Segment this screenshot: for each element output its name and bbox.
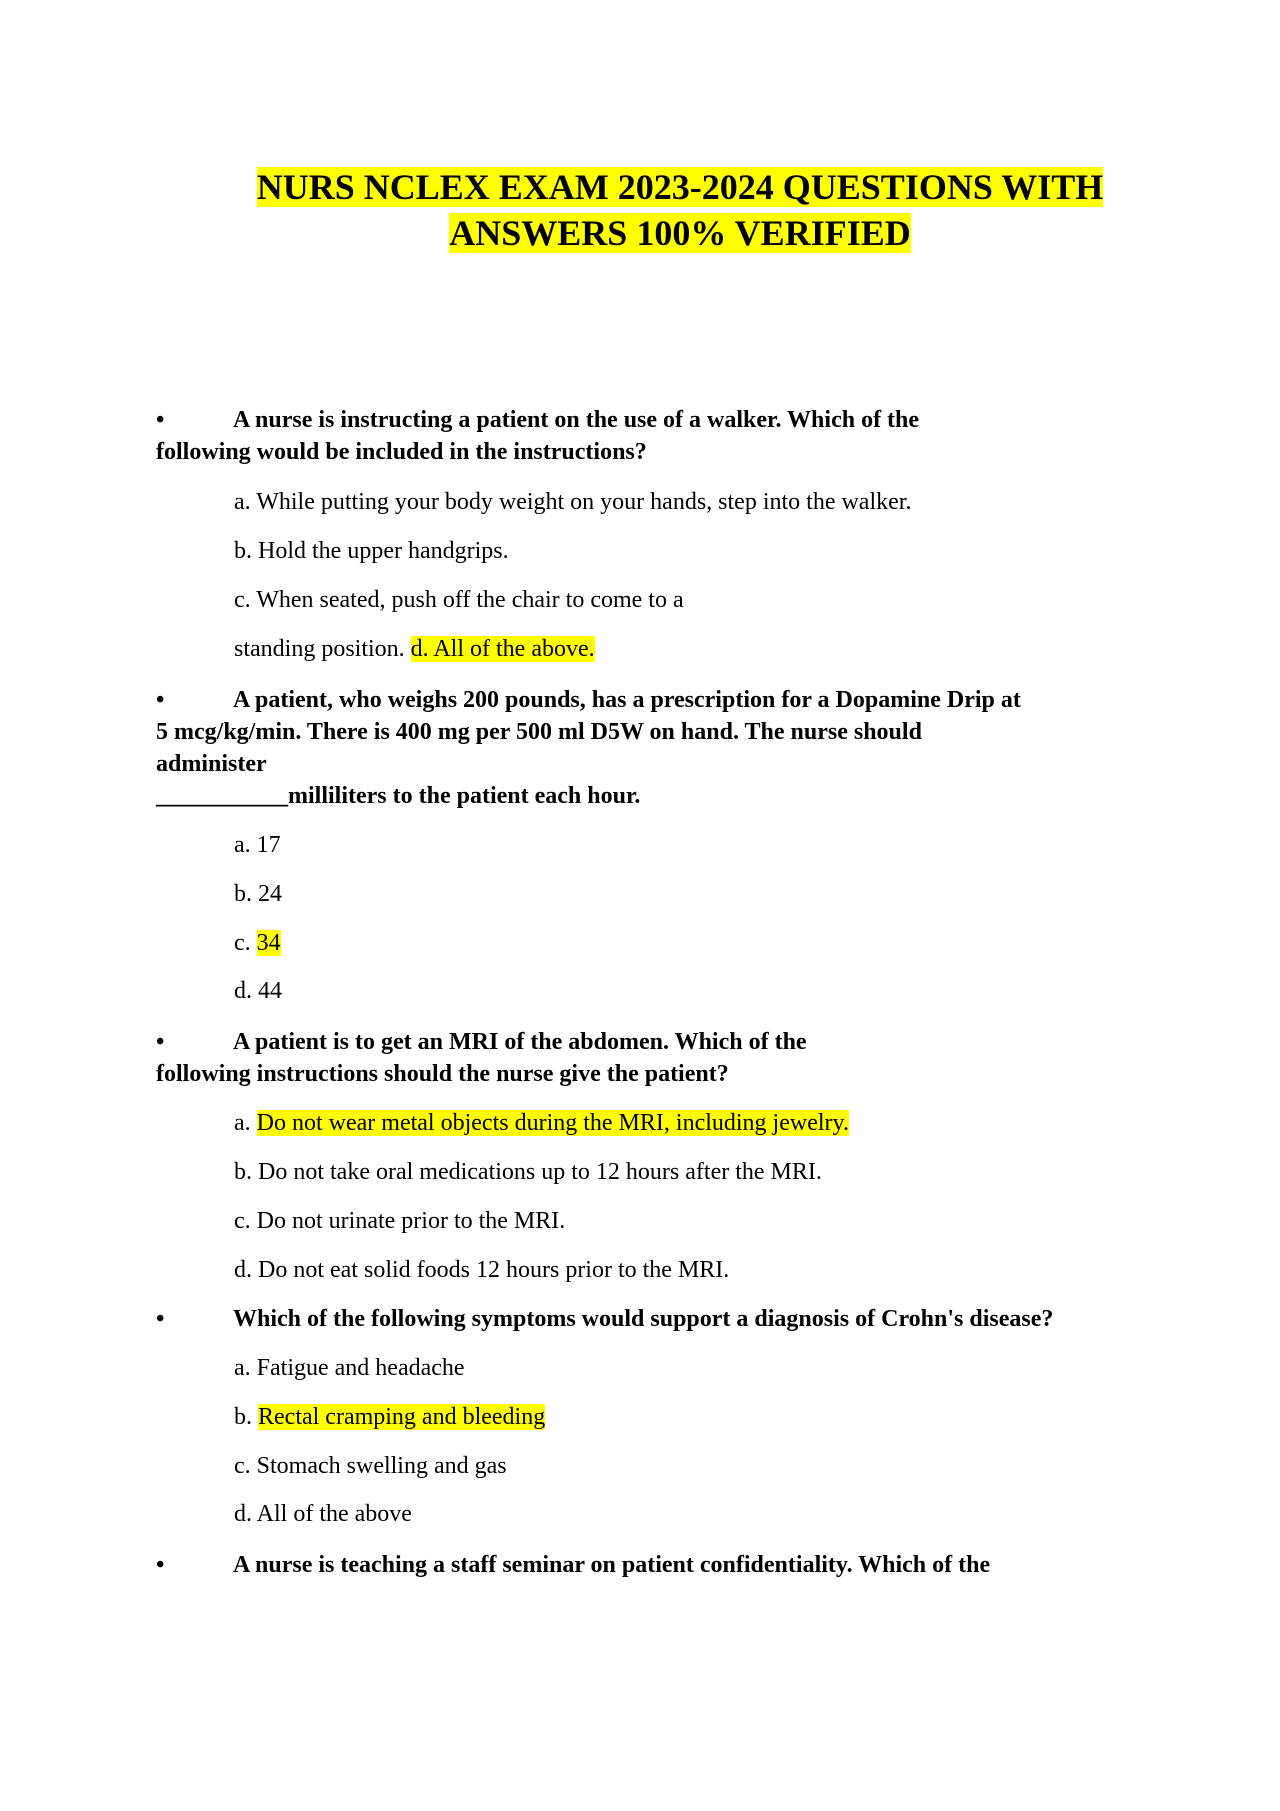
question-2-option-c [234, 928, 281, 958]
question-3-line-1: A patient is to get an MRI of the abdomen. Which of the [233, 1029, 807, 1055]
question-2-option-c-prefix: c. [234, 930, 257, 956]
question-3-option-a [234, 1108, 849, 1138]
question-2-line-3: administer [156, 751, 267, 777]
question-3-option-b: b. Do not take oral medications up to 12 hours after the MRI. [234, 1159, 822, 1185]
question-3 [156, 1026, 1116, 1090]
question-2-line-1: A patient, who weighs 200 pounds, has a prescription for a Dopamine Drip at [233, 687, 1021, 713]
question-1-line-2: following would be included in the instructions? [156, 439, 647, 465]
question-3-correct-answer: Do not wear metal objects during the MRI, including jewelry. [256, 1110, 849, 1136]
question-4-option-b [234, 1402, 545, 1432]
bullet-icon: • [156, 1306, 165, 1332]
question-2-correct-answer: 34 [256, 930, 281, 956]
question-2-option-a: a. 17 [234, 832, 281, 858]
question-5-line-1: A nurse is teaching a staff seminar on patient confidentiality. Which of the [233, 1552, 991, 1578]
title-line-1: NURS NCLEX EXAM 2023-2024 QUESTIONS WITH [256, 167, 1104, 207]
document-title [225, 164, 1135, 256]
question-2-line-4: ___________milliliters to the patient each hour. [156, 783, 641, 809]
question-4-option-a: a. Fatigue and headache [234, 1355, 465, 1381]
bullet-icon: • [156, 1029, 165, 1055]
question-2-option-d: d. 44 [234, 978, 282, 1004]
question-4-option-b-prefix: b. [234, 1404, 258, 1430]
question-4-option-d: d. All of the above [234, 1501, 412, 1527]
question-4-option-c: c. Stomach swelling and gas [234, 1453, 507, 1479]
bullet-icon: • [156, 1552, 165, 1578]
question-1 [156, 404, 1116, 468]
question-4 [156, 1303, 1116, 1335]
question-2-option-b: b. 24 [234, 881, 282, 907]
bullet-icon: • [156, 687, 165, 713]
question-3-option-c: c. Do not urinate prior to the MRI. [234, 1208, 566, 1234]
question-3-option-d: d. Do not eat solid foods 12 hours prior to the MRI. [234, 1257, 730, 1283]
question-1-option-b: b. Hold the upper handgrips. [234, 538, 509, 564]
question-1-correct-answer: d. All of the above. [410, 636, 595, 662]
title-line-2: ANSWERS 100% VERIFIED [449, 213, 911, 253]
question-5 [156, 1549, 1116, 1581]
bullet-icon: • [156, 407, 165, 433]
question-1-option-c: c. When seated, push off the chair to come to a [234, 587, 684, 613]
question-4-correct-answer: Rectal cramping and bleeding [258, 1404, 546, 1430]
question-3-option-a-prefix: a. [234, 1110, 257, 1136]
question-4-line-1: Which of the following symptoms would support a diagnosis of Crohn's disease? [233, 1306, 1054, 1332]
question-3-line-2: following instructions should the nurse give the patient? [156, 1061, 729, 1087]
question-1-option-d-line [234, 634, 595, 664]
question-2-line-2: 5 mcg/kg/min. There is 400 mg per 500 ml D5W on hand. The nurse should [156, 719, 922, 745]
question-1-option-a: a. While putting your body weight on your hands, step into the walker. [234, 489, 912, 515]
question-1-option-c-continuation: standing position. [234, 636, 411, 662]
question-2 [156, 684, 1116, 812]
question-1-line-1: A nurse is instructing a patient on the use of a walker. Which of the [233, 407, 920, 433]
